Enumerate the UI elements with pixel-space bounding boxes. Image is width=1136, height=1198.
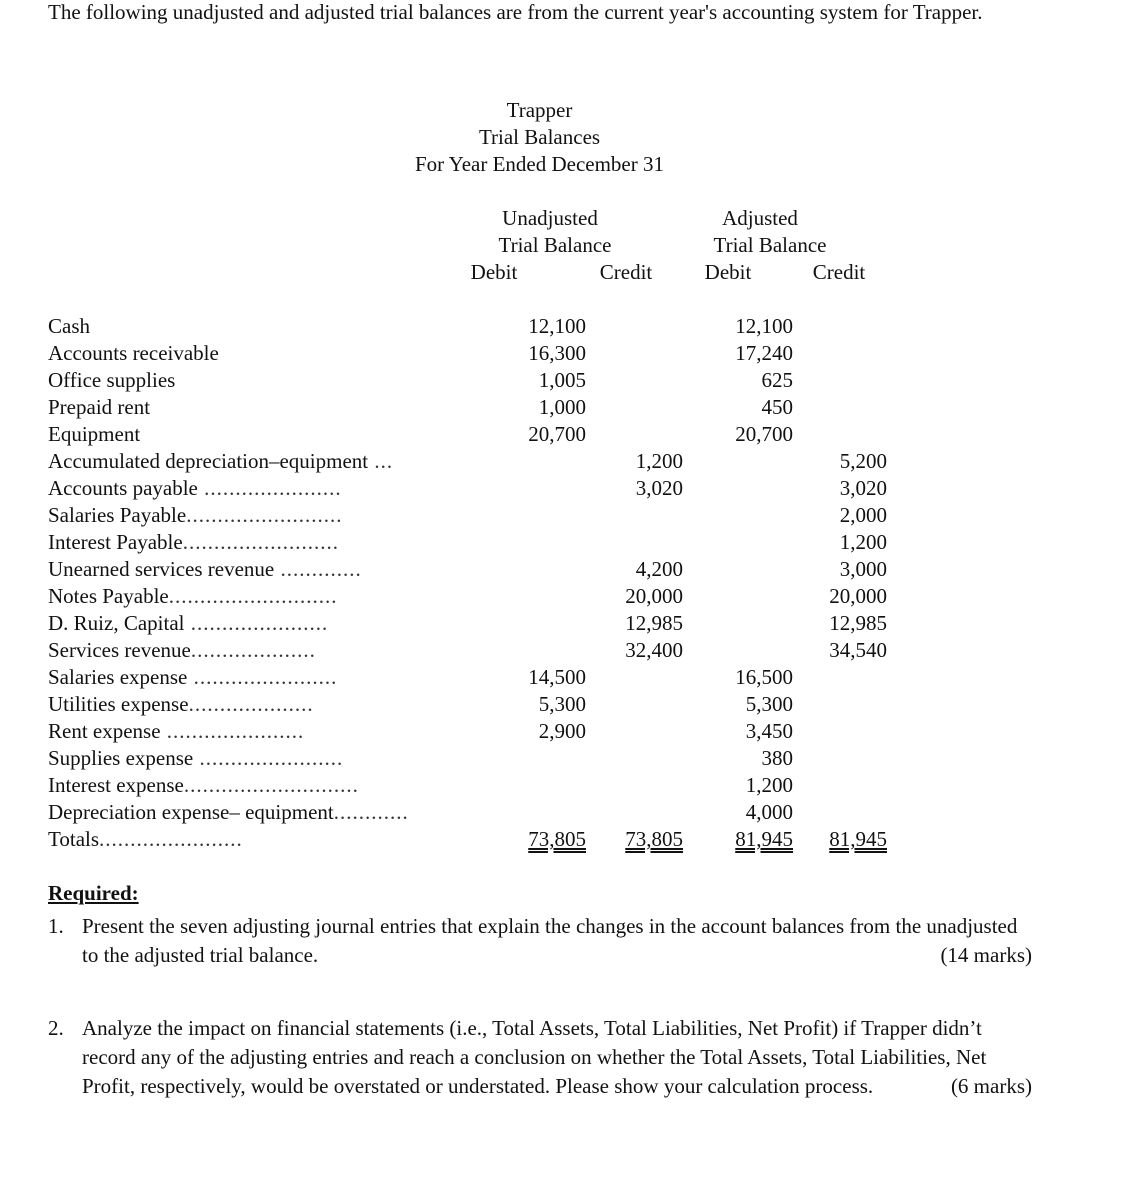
unadjusted-credit: 3,020	[635, 476, 683, 500]
totals-label: Totals.......................	[48, 827, 243, 851]
table-row	[0, 340, 1136, 367]
statement-title: Trial Balances	[478, 125, 601, 149]
adjusted-credit: 3,020	[839, 476, 887, 500]
table-row	[0, 691, 1136, 718]
required-heading: Required:	[48, 881, 139, 905]
table-row	[0, 637, 1136, 664]
unadjusted-credit: 20,000	[625, 584, 683, 608]
question-1-text: Present the seven adjusting journal entries that explain the changes in the account balances from the unadjusted to the adjusted trial balance.	[82, 914, 1018, 967]
adjusted-debit: 12,100	[735, 314, 793, 338]
table-row	[0, 556, 1136, 583]
company-name: Trapper	[506, 98, 573, 122]
account-name: Accumulated depreciation–equipment ...	[48, 449, 394, 473]
account-name: Interest expense............................	[48, 773, 359, 797]
unadjusted-debit: 1,005	[538, 368, 586, 392]
account-name: Salaries Payable.........................	[48, 503, 343, 527]
adjusted-debit: 380	[761, 746, 793, 770]
table-row	[0, 475, 1136, 502]
total-unadjusted-debit: 73,805	[528, 827, 586, 851]
adjusted-credit: 34,540	[829, 638, 887, 662]
adjusted-credit-heading: Credit	[812, 260, 866, 284]
table-row	[0, 745, 1136, 772]
adjusted-credit: 5,200	[839, 449, 887, 473]
adjusted-credit: 3,000	[839, 557, 887, 581]
account-name: Services revenue....................	[48, 638, 316, 662]
table-row	[0, 529, 1136, 556]
question-2-number: 2.	[48, 1016, 64, 1040]
unadjusted-heading-line1: Unadjusted	[502, 206, 598, 230]
account-name: Supplies expense .......................	[48, 746, 344, 770]
unadjusted-credit: 12,985	[625, 611, 683, 635]
unadjusted-credit: 4,200	[635, 557, 683, 581]
unadjusted-credit: 32,400	[625, 638, 683, 662]
adjusted-debit: 450	[761, 395, 793, 419]
question-2-text: Analyze the impact on financial statements (i.e., Total Assets, Total Liabilities, Net Profit) if Trapper didn’t record any of the adjusting entries and reach a conclusion on whether the Total Assets, Total Liabilities, Net Profit, respectively, would be overstated or understated. Please show your calculation process.	[82, 1016, 987, 1098]
account-name: Equipment	[48, 422, 141, 446]
unadjusted-debit: 14,500	[528, 665, 586, 689]
table-row	[0, 772, 1136, 799]
question-1	[48, 912, 1032, 970]
unadjusted-credit: 1,200	[635, 449, 683, 473]
unadjusted-debit: 16,300	[528, 341, 586, 365]
intro-paragraph: The following unadjusted and adjusted trial balances are from the current year's accounting system for Trapper.	[48, 0, 983, 24]
total-unadjusted-credit: 73,805	[625, 827, 683, 851]
account-name: Rent expense ......................	[48, 719, 305, 743]
adjusted-debit: 4,000	[745, 800, 793, 824]
question-2	[48, 1014, 1032, 1101]
table-row	[0, 664, 1136, 691]
table-row	[0, 394, 1136, 421]
adjusted-credit: 1,200	[839, 530, 887, 554]
account-name: Utilities expense....................	[48, 692, 314, 716]
unadjusted-heading-line2: Trial Balance	[498, 233, 612, 257]
account-name: Notes Payable...........................	[48, 584, 338, 608]
unadjusted-debit: 20,700	[528, 422, 586, 446]
table-row	[0, 367, 1136, 394]
account-name: Unearned services revenue .............	[48, 557, 362, 581]
table-row	[0, 718, 1136, 745]
account-name: D. Ruiz, Capital ......................	[48, 611, 329, 635]
table-row	[0, 583, 1136, 610]
account-name: Accounts receivable	[48, 341, 219, 365]
unadjusted-debit-heading: Debit	[470, 260, 518, 284]
question-2-marks: (6 marks)	[950, 1074, 1032, 1098]
adjusted-debit: 1,200	[745, 773, 793, 797]
unadjusted-debit: 5,300	[538, 692, 586, 716]
table-row	[0, 421, 1136, 448]
account-name: Salaries expense .......................	[48, 665, 338, 689]
adjusted-debit: 3,450	[745, 719, 793, 743]
adjusted-debit: 625	[761, 368, 793, 392]
adjusted-heading-line2: Trial Balance	[713, 233, 827, 257]
unadjusted-credit-heading: Credit	[599, 260, 653, 284]
adjusted-credit: 12,985	[829, 611, 887, 635]
account-name: Prepaid rent	[48, 395, 151, 419]
account-name: Interest Payable.........................	[48, 530, 339, 554]
question-1-marks: (14 marks)	[940, 943, 1032, 967]
unadjusted-debit: 2,900	[538, 719, 586, 743]
total-adjusted-credit: 81,945	[829, 827, 887, 851]
account-name: Accounts payable ......................	[48, 476, 342, 500]
adjusted-debit-heading: Debit	[704, 260, 752, 284]
question-1-number: 1.	[48, 914, 64, 938]
table-row	[0, 448, 1136, 475]
adjusted-heading-line1: Adjusted	[722, 206, 798, 230]
total-adjusted-debit: 81,945	[735, 827, 793, 851]
unadjusted-debit: 12,100	[528, 314, 586, 338]
account-name: Depreciation expense– equipment............	[48, 800, 409, 824]
adjusted-debit: 5,300	[745, 692, 793, 716]
adjusted-credit: 20,000	[829, 584, 887, 608]
account-name: Office supplies	[48, 368, 176, 392]
table-row	[0, 313, 1136, 340]
adjusted-debit: 17,240	[735, 341, 793, 365]
unadjusted-debit: 1,000	[538, 395, 586, 419]
table-row	[0, 610, 1136, 637]
account-name: Cash	[48, 314, 90, 338]
adjusted-credit: 2,000	[839, 503, 887, 527]
table-row	[0, 502, 1136, 529]
adjusted-debit: 16,500	[735, 665, 793, 689]
totals-row	[0, 826, 1136, 853]
table-row	[0, 799, 1136, 826]
adjusted-debit: 20,700	[735, 422, 793, 446]
statement-period: For Year Ended December 31	[414, 152, 665, 176]
